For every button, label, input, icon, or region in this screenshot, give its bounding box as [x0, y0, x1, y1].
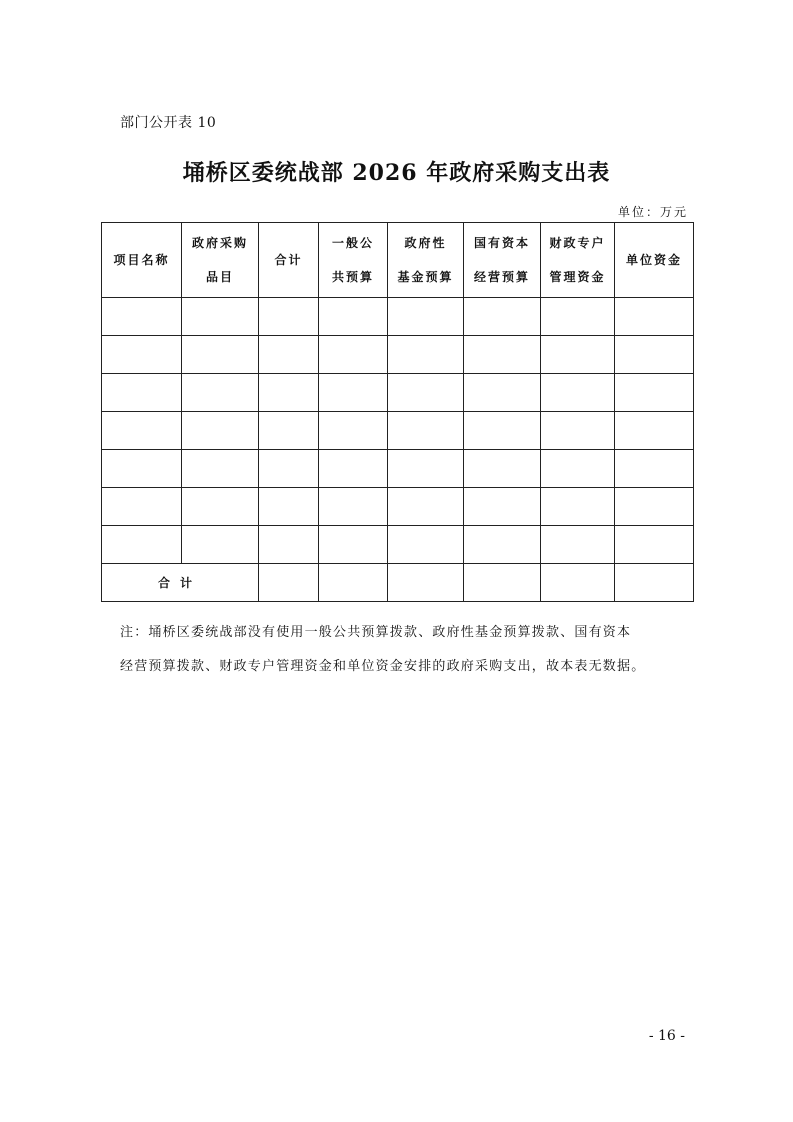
table-cell [541, 450, 615, 488]
table-row [102, 488, 694, 526]
unit-label: 单位：万元 [617, 205, 688, 219]
table-cell [388, 526, 464, 564]
table-row [102, 412, 694, 450]
total-label: 合计 [102, 564, 259, 602]
table-cell [464, 412, 541, 450]
table-cell [319, 336, 388, 374]
document-label: 部门公开表 10 [120, 115, 217, 131]
table-row [102, 336, 694, 374]
header-row [102, 223, 694, 298]
table-cell [615, 488, 694, 526]
header-project-name: 项目名称 [102, 223, 182, 298]
table-cell [388, 488, 464, 526]
table-cell [464, 488, 541, 526]
table-cell [319, 412, 388, 450]
table-cell [259, 450, 319, 488]
table-cell [541, 526, 615, 564]
table-cell [102, 298, 182, 336]
table-cell [615, 526, 694, 564]
total-cell [615, 564, 694, 602]
table-cell [182, 374, 259, 412]
table-cell [182, 336, 259, 374]
header-state-capital-budget: 国有资本 经营预算 [464, 223, 541, 298]
table-cell [102, 336, 182, 374]
table-cell [259, 488, 319, 526]
header-procurement-item: 政府采购 品目 [182, 223, 259, 298]
header-total: 合计 [259, 223, 319, 298]
total-cell [388, 564, 464, 602]
table-cell [464, 526, 541, 564]
table-cell [464, 374, 541, 412]
table-cell [102, 412, 182, 450]
header-general-budget: 一般公 共预算 [319, 223, 388, 298]
document-title: 埇桥区委统战部 2026 年政府采购支出表 [182, 160, 611, 186]
table-cell [259, 412, 319, 450]
table-cell [182, 298, 259, 336]
table-cell [182, 412, 259, 450]
header-fiscal-account-funds: 财政专户 管理资金 [541, 223, 615, 298]
total-cell [259, 564, 319, 602]
table-cell [615, 374, 694, 412]
table-cell [319, 450, 388, 488]
table-cell [319, 526, 388, 564]
table-row [102, 450, 694, 488]
total-cell [319, 564, 388, 602]
table-cell [102, 488, 182, 526]
table-cell [259, 298, 319, 336]
total-cell [464, 564, 541, 602]
table-cell [388, 298, 464, 336]
table-cell [182, 488, 259, 526]
table-cell [388, 412, 464, 450]
header-unit-funds: 单位资金 [615, 223, 694, 298]
table-cell [102, 450, 182, 488]
table-cell [319, 298, 388, 336]
table-cell [319, 488, 388, 526]
table-cell [541, 298, 615, 336]
table-cell [388, 336, 464, 374]
table-cell [102, 374, 182, 412]
table-cell [388, 450, 464, 488]
table-row [102, 526, 694, 564]
table-row [102, 298, 694, 336]
page-number: - 16 - [648, 1028, 685, 1044]
table-cell [615, 450, 694, 488]
table-cell [464, 450, 541, 488]
table-cell [464, 336, 541, 374]
table-cell [388, 374, 464, 412]
table-cell [102, 526, 182, 564]
table-cell [615, 412, 694, 450]
table-row [102, 374, 694, 412]
table-cell [541, 488, 615, 526]
table-cell [259, 526, 319, 564]
total-row [102, 564, 694, 602]
table-cell [541, 374, 615, 412]
table-cell [259, 374, 319, 412]
note-line-2: 经营预算拨款、财政专户管理资金和单位资金安排的政府采购支出，故本表无数据。 [120, 659, 646, 674]
table-note [120, 616, 695, 684]
table-cell [541, 412, 615, 450]
note-line-1: 注：埇桥区委统战部没有使用一般公共预算拨款、政府性基金预算拨款、国有资本 [120, 625, 632, 640]
table-cell [615, 336, 694, 374]
table-cell [259, 336, 319, 374]
table-cell [319, 374, 388, 412]
procurement-table [101, 222, 694, 602]
table-cell [464, 298, 541, 336]
total-cell [541, 564, 615, 602]
table-cell [541, 336, 615, 374]
table-cell [182, 450, 259, 488]
table-cell [615, 298, 694, 336]
header-fund-budget: 政府性 基金预算 [388, 223, 464, 298]
table-cell [182, 526, 259, 564]
